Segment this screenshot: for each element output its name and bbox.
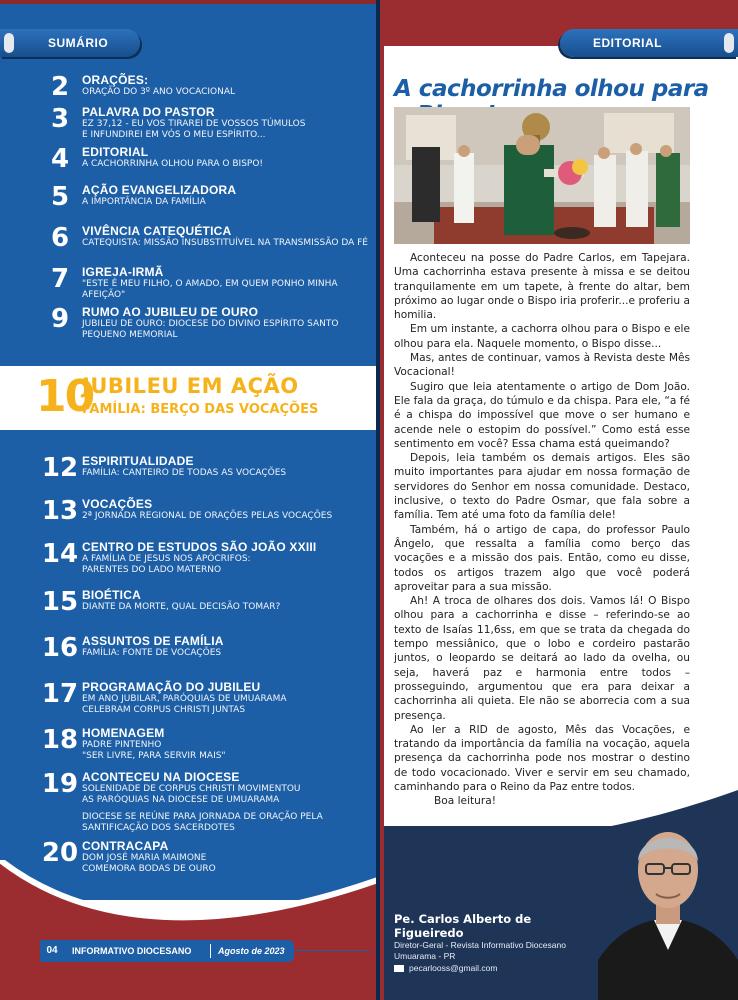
feature-subtitle: FAMÍLIA: BERÇO DAS VOCAÇÕES — [82, 402, 319, 417]
mass-photo — [394, 107, 690, 244]
toc-text — [82, 146, 370, 170]
feature-page-number: 10 — [36, 371, 94, 422]
toc-page-number: 17 — [41, 679, 79, 709]
toc-text — [82, 455, 370, 479]
toc-subtitle: FAMÍLIA: FONTE DE VOCAÇÕES — [82, 648, 222, 658]
editorial-paragraph: Em um instante, a cachorra olhou para o Bispo e ele olhou para ela. Naquele momento, o Bispo disse... — [394, 323, 690, 350]
editorial-tab — [560, 29, 738, 57]
toc-text — [82, 184, 370, 208]
toc-page-number: 18 — [41, 725, 79, 755]
toc-subtitle: PADRE PINTENHO — [82, 740, 162, 750]
toc-text — [82, 840, 370, 875]
toc-text — [82, 306, 370, 341]
author-role: Diretor-Geral - Revista Informativo Diocesano — [394, 940, 566, 950]
toc-text — [82, 681, 370, 716]
toc-page-number: 6 — [50, 223, 70, 253]
editorial-paragraph: Também, há o artigo de capa, do professor Paulo Ângelo, que ressalta a família como berço das vocações e a missão dos pais. Então, como eu disse, todos os artigos trazem algo que você poderá aproveitar para a sua missão. — [394, 523, 690, 593]
page-number: 04 — [40, 940, 64, 962]
envelope-icon — [394, 965, 404, 972]
spine-line — [376, 0, 380, 1000]
toc-subtitle: CELEBRAM CORPUS CHRISTI JUNTAS — [82, 705, 246, 715]
author-signature — [394, 912, 594, 974]
toc-page-number: 20 — [41, 838, 79, 868]
toc-subtitle: DIANTE DA MORTE, QUAL DECISÃO TOMAR? — [82, 602, 281, 612]
toc-subtitle: A CACHORRINHA OLHOU PARA O BISPO! — [82, 159, 264, 169]
author-email-row[interactable] — [394, 963, 594, 974]
toc-subtitle: EM ANO JUBILAR, PARÓQUIAS DE UMUARAMA — [82, 694, 287, 704]
publication-bar — [64, 940, 294, 962]
toc-title: BIOÉTICA — [82, 588, 141, 602]
toc-text — [82, 74, 370, 98]
toc-text — [82, 225, 370, 249]
toc-subtitle: COMEMORA BODAS DE OURO — [82, 864, 216, 874]
toc-subtitle: "ESTE É MEU FILHO, O AMADO, EM QUEM PONHO MINHA AFEIÇÃO" — [82, 279, 338, 300]
footer-rule — [294, 950, 370, 951]
publication-name: INFORMATIVO DIOCESANO — [72, 946, 192, 956]
toc-text — [82, 541, 370, 576]
toc-subtitle: "SER LIVRE, PARA SERVIR MAIS" — [82, 751, 226, 761]
toc-text — [82, 589, 370, 613]
toc-subtitle: A FAMÍLIA DE JESUS NOS APÓCRIFOS: — [82, 554, 251, 564]
toc-subtitle: SOLENIDADE DE CORPUS CHRISTI MOVIMENTOU — [82, 784, 301, 794]
author-name: Pe. Carlos Alberto de Figueiredo — [394, 912, 532, 940]
tab-curl — [4, 33, 14, 53]
toc-page-number: 7 — [50, 264, 70, 294]
author-place: Umuarama - PR — [394, 951, 456, 961]
editorial-tab-label: EDITORIAL — [593, 36, 662, 50]
editorial-paragraph: Aconteceu na posse do Padre Carlos, em Tapejara. Uma cachorrinha estava presente à missa e se deitou tranquilamente em um tapete, à frente do altar, bem próximo ao lugar onde o Bispo iria proferir...e proferiu a homilia. — [394, 252, 690, 322]
toc-subtitle: JUBILEU DE OURO: DIOCESE DO DIVINO ESPÍRITO SANTO — [82, 319, 339, 329]
toc-title: VOCAÇÕES — [82, 497, 153, 511]
toc-subtitle: DOM JOSÉ MARIA MAIMONE — [82, 853, 207, 863]
editorial-paragraph: Sugiro que leia atentamente o artigo de Dom João. Ele fala da graça, do túmulo e da chispa. Para ele, “a fé é a chispa do impossível que move o ser humano e acende nele o estopim do possível.” Como está esse sentimento em você? Essa chama está queimando? — [394, 380, 690, 450]
toc-title: AÇÃO EVANGELIZADORA — [82, 183, 237, 197]
top-edge-line — [0, 0, 378, 4]
editorial-paragraph: Ao ler a RID de agosto, Mês das Vocações, e tratando da importância da família na vocação, aquela presença da cachorrinha pode nos mostrar o destino de todo vocacionado. Viver e servir em seu chamado, caminhando para o Reino da Paz entre todos. — [394, 723, 690, 793]
toc-page-number: 16 — [41, 633, 79, 663]
toc-text — [82, 635, 370, 659]
toc-title: CONTRACAPA — [82, 839, 169, 853]
toc-title: VIVÊNCIA CATEQUÉTICA — [82, 224, 232, 238]
page-footer — [40, 940, 370, 962]
toc-page-number: 3 — [50, 104, 70, 134]
toc-subtitle: PEQUENO MEMORIAL — [82, 330, 178, 340]
publication-date: Agosto de 2023 — [218, 946, 285, 956]
toc-subtitle: ORAÇÃO DO 3º ANO VOCACIONAL — [82, 87, 236, 97]
feature-entry[interactable] — [0, 366, 378, 430]
toc-page-number: 13 — [41, 496, 79, 526]
toc-title: IGREJA-IRMÃ — [82, 265, 164, 279]
toc-page-number: 2 — [50, 72, 70, 102]
toc-title: PALAVRA DO PASTOR — [82, 105, 215, 119]
sumario-tab — [0, 29, 140, 57]
editorial-page — [378, 0, 738, 1000]
toc-title: RUMO AO JUBILEU DE OURO — [82, 305, 259, 319]
toc-subtitle: A IMPORTÂNCIA DA FAMÍLIA — [82, 197, 206, 207]
toc-text — [82, 498, 370, 522]
editorial-paragraph: Depois, leia também os demais artigos. Eles são muito importantes para ajudar em nossa formação de servidores do Senhor em nossa comunidade. Destaco, inclusive, o texto do Padre Osmar, que fala sobre a família. Tem até uma foto da família dele! — [394, 452, 690, 522]
toc-subtitle: PARENTES DO LADO MATERNO — [82, 565, 222, 575]
toc-title: CENTRO DE ESTUDOS SÃO JOÃO XXIII — [82, 540, 317, 554]
toc-page-number: 19 — [41, 769, 79, 799]
toc-page-number: 9 — [50, 304, 70, 334]
red-wave-decoration — [0, 860, 378, 1000]
toc-title: HOMENAGEM — [82, 726, 165, 740]
toc-title: EDITORIAL — [82, 145, 149, 159]
toc-title: ESPIRITUALIDADE — [82, 454, 194, 468]
toc-subtitle: AS PARÓQUIAS NA DIOCESE DE UMUARAMA — [82, 795, 280, 805]
toc-subtitle: FAMÍLIA: CANTEIRO DE TODAS AS VOCAÇÕES — [82, 468, 287, 478]
editorial-body — [394, 251, 690, 809]
editorial-paragraph: Ah! A troca de olhares dos dois. Vamos lá! O Bispo olhou para a cachorrinha e disse – referindo-se ao texto de Isaías 11,6ss, em que se trata da chegada do tempo messiânico, que o lobo e cordeiro pastarão juntos, o leopardo se deitará ao lado da ovelha, ou seja, haverá paz e harmonia entre todos – prosseguindo, argumentou que era para deixar a cachorrinha ali quieta. Ele não se aborrecia com a sua presença. — [394, 595, 690, 722]
toc-subtitle: E INFUNDIREI EM VÓS O MEU ESPÍRITO... — [82, 130, 266, 140]
author-portrait — [598, 800, 738, 1000]
toc-title: ORAÇÕES: — [82, 73, 149, 87]
sumario-tab-label: SUMÁRIO — [48, 36, 109, 50]
toc-page-number: 12 — [41, 453, 79, 483]
toc-page-number: 4 — [50, 144, 70, 174]
toc-text — [82, 771, 370, 834]
toc-subtitle: 2ª JORNADA REGIONAL DE ORAÇÕES PELAS VOCAÇÕES — [82, 511, 333, 521]
feature-title: JUBILEU EM AÇÃO — [82, 374, 299, 398]
toc-text — [82, 106, 370, 141]
author-email[interactable]: pecarlooss@gmail.com — [409, 963, 498, 973]
toc-page-number: 14 — [41, 539, 79, 569]
toc-page-number: 15 — [41, 587, 79, 617]
footer-divider — [210, 944, 211, 958]
toc-subtitle: DIOCESE SE REÚNE PARA JORNADA DE ORAÇÃO PELA — [82, 812, 323, 822]
toc-text — [82, 727, 370, 762]
toc-text — [82, 266, 370, 301]
toc-subtitle: CATEQUISTA: MISSÃO INSUBSTITUÍVEL NA TRANSMISSÃO DA FÉ — [82, 238, 368, 248]
toc-subtitle: EZ 37,12 - EU VOS TIRAREI DE VOSSOS TÚMULOS — [82, 119, 306, 129]
editorial-signoff: Boa leitura! — [434, 795, 496, 808]
toc-title: PROGRAMAÇÃO DO JUBILEU — [82, 680, 261, 694]
editorial-title: A cachorrinha olhou para — [394, 76, 709, 102]
toc-subtitle: SANTIFICAÇÃO DOS SACERDOTES — [82, 823, 235, 833]
editorial-paragraph: Mas, antes de continuar, vamos à Revista deste Mês Vocacional! — [394, 352, 690, 379]
tab-curl — [724, 33, 734, 53]
toc-title: ACONTECEU NA DIOCESE — [82, 770, 240, 784]
toc-title: ASSUNTOS DE FAMÍLIA — [82, 634, 224, 648]
toc-page-number: 5 — [50, 182, 70, 212]
